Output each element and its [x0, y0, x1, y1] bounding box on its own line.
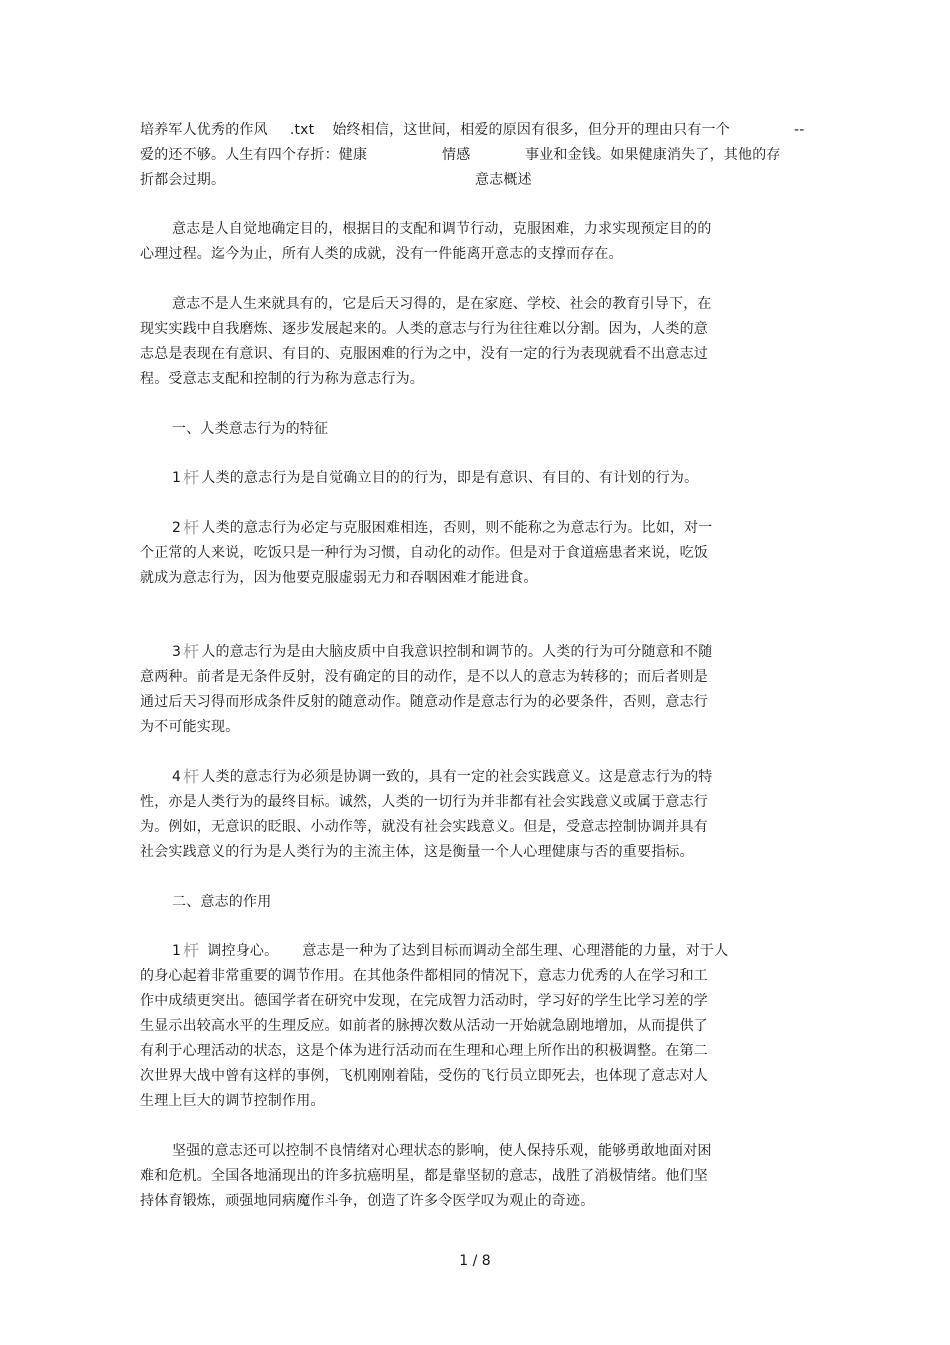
doc-line3: 折都会过期。 — [140, 172, 226, 188]
item2-line3: 就成为意志行为，因为他要克服虚弱无力和吞咽困难才能进食。 — [140, 570, 538, 586]
item2-number: 2 — [172, 520, 182, 536]
doc-title-line — [140, 121, 730, 139]
item3-text: 人的意志行为是由大脑皮质中自我意识控制和调节的。人类的行为可分随意和不随 — [201, 644, 713, 660]
item5-line2: 的身心起着非常重要的调节作用。在其他条件都相同的情况下，意志力优秀的人在学习和工 — [140, 968, 708, 984]
doc-intro-text: 始终相信，这世间，相爱的原因有很多，但分开的理由只有一个 — [332, 122, 730, 138]
para3-line3: 持体育锻炼，顽强地同病魔作斗争，创造了许多令医学叹为观止的奇迹。 — [140, 1193, 595, 1209]
item4-line1 — [172, 768, 713, 786]
item2-line2: 个正常的人来说，吃饭只是一种行为习惯，自动化的动作。但是对于食道癌患者来说，吃饭 — [140, 545, 708, 561]
item4-line4: 社会实践意义的行为是人类行为的主流主体，这是衡量一个人心理健康与否的重要指标。 — [140, 844, 694, 860]
item5-number: 1 — [172, 943, 182, 959]
item4-text: 人类的意志行为必须是协调一致的，具有一定的社会实践意义。这是意志行为的特 — [201, 769, 713, 785]
item3-line2: 意两种。前者是无条件反射，没有确定的目的动作，是不以人的意志为转移的；而后者则是 — [140, 669, 708, 685]
item5-line6: 次世界大战中曾有这样的事例，飞机刚刚着陆，受伤的飞行员立即死去，也体现了意志对人 — [140, 1068, 708, 1084]
item5-line1 — [172, 942, 728, 960]
para3-line1: 坚强的意志还可以控制不良情绪对心理状态的影响，使人保持乐观，能够勇敢地面对困 — [172, 1143, 712, 1159]
item2-text: 人类的意志行为必定与克服困难相连，否则，则不能称之为意志行为。比如，对一 — [201, 520, 713, 536]
item5-line4: 生显示出较高水平的生理反应。如前者的脉搏次数从活动一开始就急剧地增加，从而提供了 — [140, 1018, 708, 1034]
para2-line2: 现实实践中自我磨炼、逐步发展起来的。人类的意志与行为往往难以分割。因为，人类的意 — [140, 321, 708, 337]
item2-line1 — [172, 519, 713, 537]
item3-line1 — [172, 643, 713, 661]
item4-line2: 性，亦是人类行为的最终目标。诚然，人类的一切行为并非都有社会实践意义或属于意志行 — [140, 794, 708, 810]
item3-line3: 通过后天习得而形成条件反射的随意动作。随意动作是意志行为的必要条件，否则，意志行 — [140, 694, 708, 710]
doc-file-ext: .txt — [289, 122, 315, 138]
item-marker-glyph: 杆 — [183, 767, 200, 786]
item4-number: 4 — [172, 769, 182, 785]
doc-emotion: 情感 — [442, 147, 471, 163]
para2-line3: 志总是表现在有意识、有目的、克服困难的行为之中，没有一定的行为表现就看不出意志过 — [140, 346, 708, 362]
section-title: 意志概述 — [475, 172, 532, 188]
para2-line1: 意志不是人生来就具有的，它是后天习得的，是在家庭、学校、社会的教育引导下，在 — [172, 296, 712, 312]
para1-line1: 意志是人自觉地确定目的，根据目的支配和调节行动，克服困难，力求实现预定目的的 — [172, 221, 712, 237]
item5-label: 调控身心。 — [207, 943, 279, 959]
para2-line4: 程。受意志支配和控制的行为称为意志行为。 — [140, 371, 424, 387]
item-marker-glyph: 杆 — [183, 941, 200, 960]
item1-number: 1 — [172, 470, 182, 486]
item3-line4: 为不可能实现。 — [140, 719, 240, 735]
item5-line5: 有利于心理活动的状态，这是个体为进行活动而在生理和心理上所作出的积极调整。在第二 — [140, 1043, 708, 1059]
heading-characteristics: 一、人类意志行为的特征 — [172, 421, 329, 437]
item5-line7: 生理上巨大的调节控制作用。 — [140, 1093, 325, 1109]
para3-line2: 难和危机。全国各地涌现出的许多抗癌明星，都是靠坚韧的意志，战胜了消极情绪。他们坚 — [140, 1168, 708, 1184]
item1-line1 — [172, 469, 698, 487]
item-marker-glyph: 杆 — [183, 468, 200, 487]
doc-career: 事业和金钱。如果健康消失了，其他的存 — [525, 147, 781, 163]
item1-text: 人类的意志行为是自觉确立目的的行为，即是有意识、有目的、有计划的行为。 — [201, 470, 699, 486]
item-marker-glyph: 杆 — [183, 518, 200, 537]
doc-line2: 爱的还不够。人生有四个存折：健康 — [140, 147, 368, 163]
heading-functions: 二、意志的作用 — [172, 894, 272, 910]
item5-text: 意志是一种为了达到目标而调动全部生理、心理潜能的力量，对于人 — [302, 943, 729, 959]
item3-number: 3 — [172, 644, 182, 660]
doc-title: 培养军人优秀的作风 — [140, 122, 268, 138]
doc-dash: -- — [794, 122, 805, 138]
item4-line3: 为。例如，无意识的眨眼、小动作等，就没有社会实践意义。但是，受意志控制协调并具有 — [140, 819, 708, 835]
item5-line3: 作中成绩更突出。德国学者在研究中发现，在完成智力活动时，学习好的学生比学习差的学 — [140, 993, 708, 1009]
item-marker-glyph: 杆 — [183, 642, 200, 661]
page-number: 1 / 8 — [459, 1253, 491, 1269]
para1-line2: 心理过程。迄今为止，所有人类的成就，没有一件能离开意志的支撑而存在。 — [140, 246, 623, 262]
